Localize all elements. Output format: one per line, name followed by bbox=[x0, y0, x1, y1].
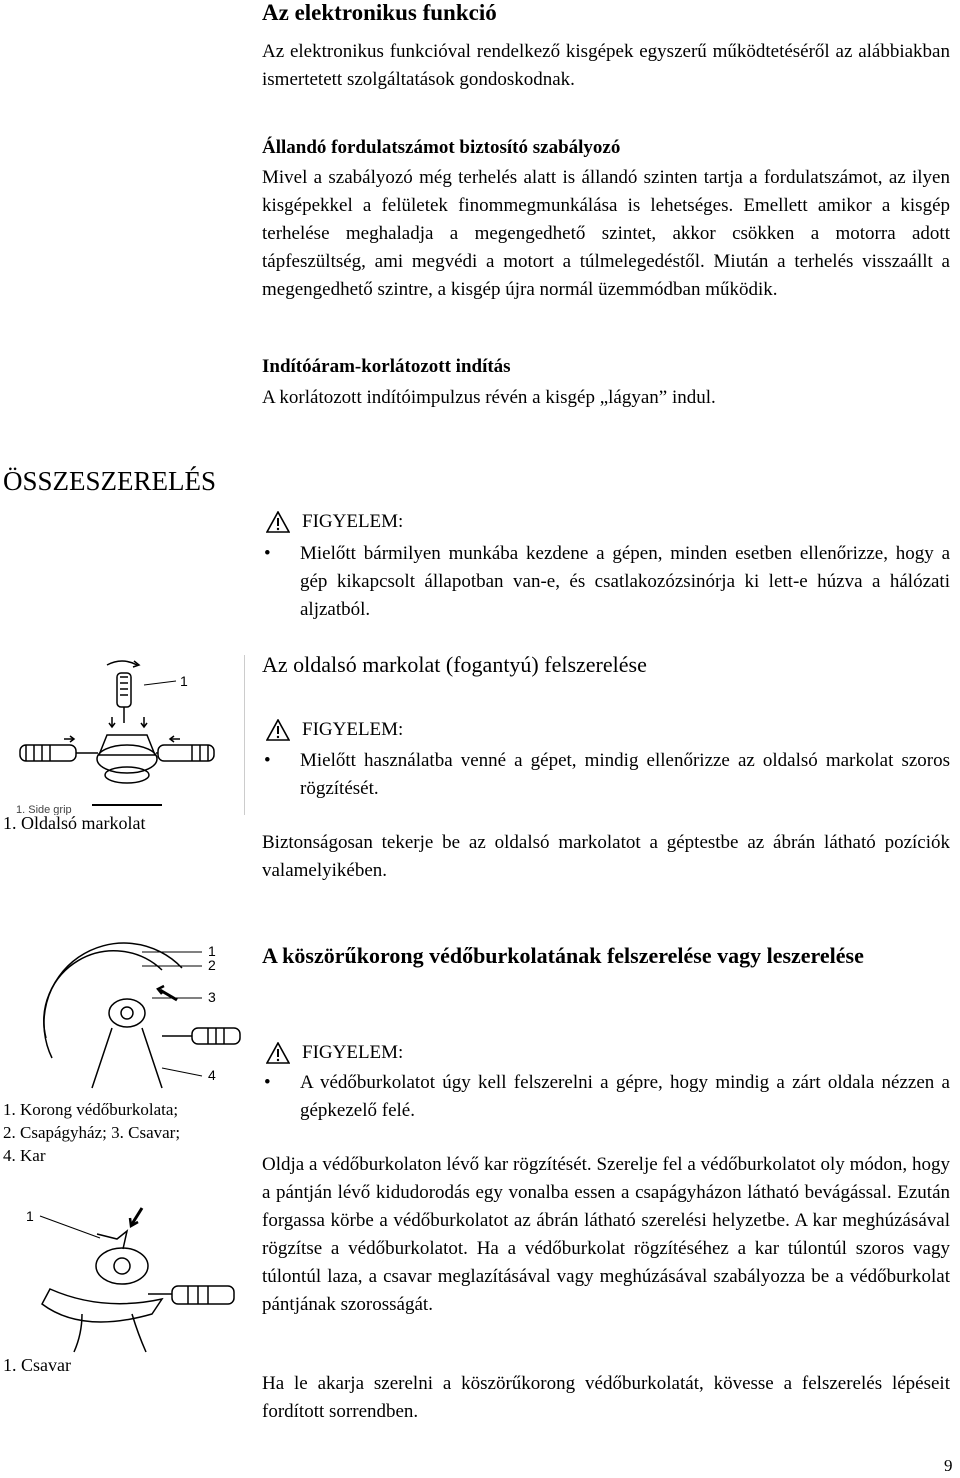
figure-wheel-guard bbox=[12, 938, 244, 1098]
caption-line-3: 4. Kar bbox=[3, 1146, 46, 1165]
bullet-warning-2 bbox=[262, 747, 950, 803]
side-grip-paragraph: Biztonságosan tekerje be az oldalsó markolatot a géptestbe az ábrán látható pozíciók valamelyikében. bbox=[262, 832, 950, 881]
warning-label: FIGYELEM: bbox=[302, 511, 404, 532]
screw-illustration bbox=[12, 1194, 244, 1354]
speed-control-paragraph: Mivel a szabályozó még terhelés alatt is állandó szinten tartja a fordulatszámot, az ilyen kisgépekkel a felületek finommegmunkálása is lehetséges. Emellett amikor a kisgép terhelése meghaladja a megengedhető szintet, akkor csökken a motorra adott tápfeszültség, ami megvédi a motort a túlmelegedéstől. Miután a terhelés visszaállt a megengedhető szintre, a kisgép újra normál üzemmódban működik. bbox=[262, 167, 950, 300]
page-number: 9 bbox=[944, 1456, 953, 1475]
figure-caption-side-grip: 1. Oldalsó markolat bbox=[3, 813, 146, 833]
heading-wheel-guard: A köszörűkorong védőburkolatának felszerelése vagy leszerelése bbox=[262, 943, 864, 968]
bullet-dot: • bbox=[264, 750, 271, 771]
wheel-guard-paragraph-1: Oldja a védőburkolaton lévő kar rögzítését. Szerelje fel a védőburkolatot oly módon, hogy a pántján lévő kidudorodás egy vonalba essen a csapágyházon látható bevágással. Ezután forgassa körbe a védőburkolatot az ábrán látható szerelési helyzetbe. A kar meghúzásával rögzítse a védőburkolatot. Ha a védőburkolat rögzítéséhez a kar túlontúl szoros vagy túlontúl laza, a csavar meglazításával vagy meghúzásával szabályozza be a védőburkolat pántjának szorosságát. bbox=[262, 1154, 950, 1315]
bullet-dot: • bbox=[264, 1072, 271, 1093]
figure-screw bbox=[12, 1194, 244, 1354]
heading-soft-start: Indítóáram-korlátozott indítás bbox=[262, 356, 511, 377]
figure-side-grip bbox=[12, 655, 245, 815]
warning-triangle-icon bbox=[266, 1042, 290, 1064]
figure-caption-wheel-guard bbox=[3, 1098, 243, 1167]
warning-text-3: A védőburkolatot úgy kell felszerelni a gépre, hogy mindig a zárt oldala nézzen a gépkezelő felé. bbox=[300, 1072, 950, 1121]
side-grip-illustration bbox=[12, 655, 244, 815]
warning-label: FIGYELEM: bbox=[302, 1042, 404, 1063]
heading-speed-control: Állandó fordulatszámot biztosító szabályozó bbox=[262, 137, 621, 158]
section-title-electronic: Az elektronikus funkció bbox=[262, 0, 497, 25]
warning-label: FIGYELEM: bbox=[302, 719, 404, 740]
warning-text-1: Mielőtt bármilyen munkába kezdene a gépen, minden esetben ellenőrizze, hogy a gép kikapcsolt állapotban van-e, és csatlakozózsinórja ki lett-e húzva a hálózati aljzatból. bbox=[300, 543, 950, 620]
heading-side-grip: Az oldalsó markolat (fogantyú) felszerelése bbox=[262, 652, 647, 677]
bullet-dot: • bbox=[264, 543, 271, 564]
warning-text-2: Mielőtt használatba venné a gépet, mindig ellenőrizze az oldalsó markolat szoros rögzítését. bbox=[300, 750, 950, 799]
fig2-number-2: 2 bbox=[208, 957, 216, 973]
fig1-number: 1 bbox=[180, 673, 188, 689]
warning-header-1 bbox=[266, 511, 403, 533]
fig2-number-1: 1 bbox=[208, 943, 216, 959]
fig2-number-3: 3 bbox=[208, 989, 216, 1005]
section-title-assembly: ÖSSZESZERELÉS bbox=[3, 466, 217, 496]
warning-header-3 bbox=[266, 1042, 403, 1064]
fig2-number-4: 4 bbox=[208, 1067, 216, 1083]
caption-line-1: 1. Korong védőburkolata; bbox=[3, 1100, 179, 1119]
warning-triangle-icon bbox=[266, 511, 290, 533]
warning-header-2 bbox=[266, 719, 403, 741]
bullet-warning-1 bbox=[262, 540, 950, 624]
caption-line-2: 2. Csapágyház; 3. Csavar; bbox=[3, 1123, 181, 1142]
fig3-number: 1 bbox=[26, 1208, 34, 1224]
soft-start-paragraph: A korlátozott indítóimpulzus révén a kisgép „lágyan” indul. bbox=[262, 387, 716, 408]
wheel-guard-illustration bbox=[12, 938, 244, 1098]
intro-paragraph: Az elektronikus funkcióval rendelkező kisgépek egyszerű működtetéséről az alábbiakban ismertetett szolgáltatások gondoskodnak. bbox=[262, 41, 950, 90]
figure-caption-screw: 1. Csavar bbox=[3, 1355, 71, 1375]
warning-triangle-icon bbox=[266, 719, 290, 741]
bullet-warning-3 bbox=[262, 1069, 950, 1125]
wheel-guard-paragraph-2: Ha le akarja szerelni a köszörűkorong védőburkolatát, kövesse a felszerelés lépéseit fordított sorrendben. bbox=[262, 1373, 950, 1422]
fig1-inner-label: 1. Side grip bbox=[16, 804, 72, 815]
